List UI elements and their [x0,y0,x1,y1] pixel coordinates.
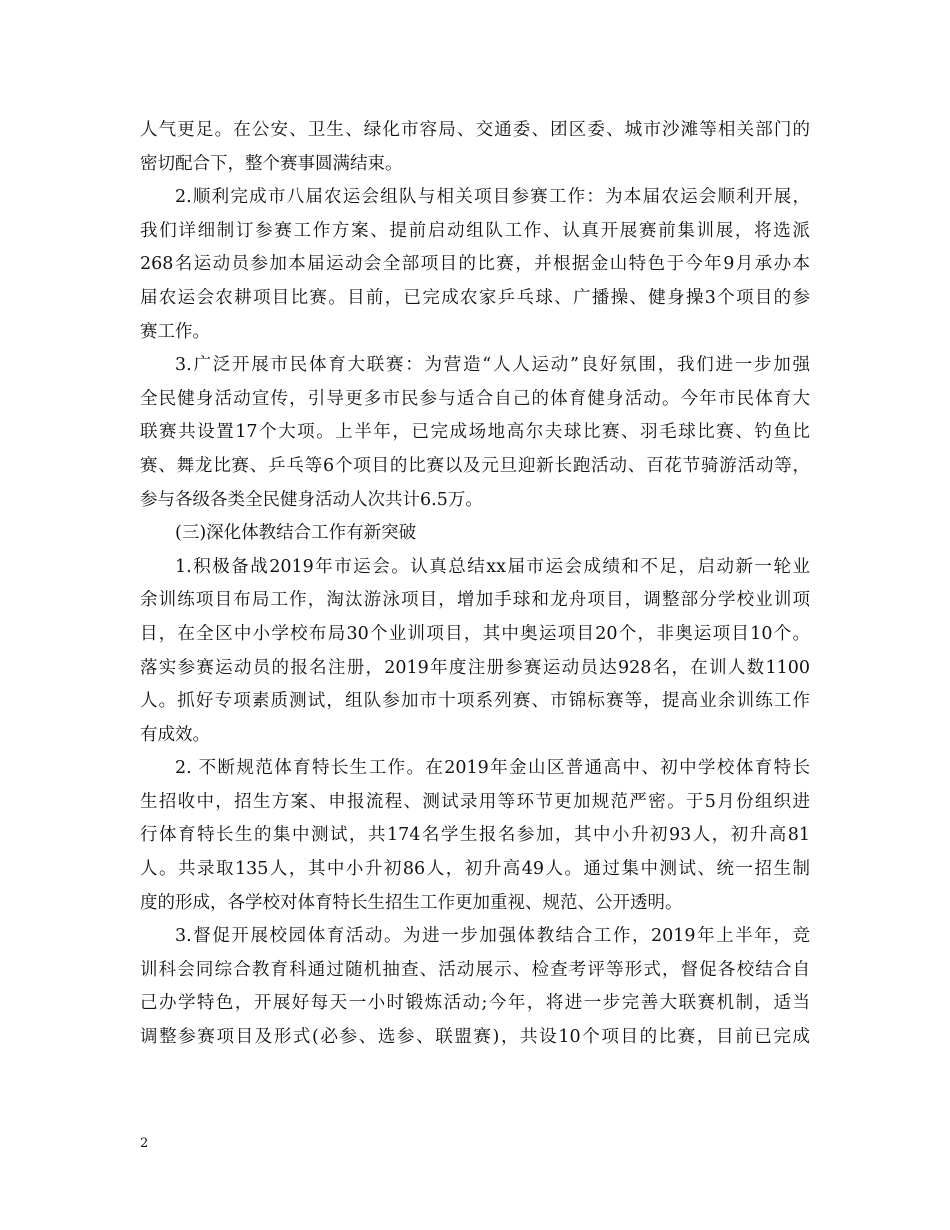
text-line: 2.顺利完成市八届农运会组队与相关项目参赛工作：为本届农运会顺利开展， [175,187,810,208]
text-line: 目，在全区中小学校布局30个业训项目，其中奥运项目20个，非奥运项目10个。 [140,623,810,644]
body-text [140,114,810,1055]
text-line: 全民健身活动宣传，引导更多市民参与适合自己的体育健身活动。今年市民体育大 [140,388,810,409]
text-line: 度的形成，各学校对体育特长生招生工作更加重视、规范、公开透明。 [140,892,683,913]
text-line: 参与各级各类全民健身活动人次共计6.5万。 [140,489,483,510]
text-line: 268名运动员参加本届运动会全部项目的比赛，并根据金山特色于今年9月承办本 [140,254,810,275]
text-line: 行体育特长生的集中测试，共174名学生报名参加，其中小升初93人，初升高81 [140,825,810,846]
text-line: 密切配合下，整个赛事圆满结束。 [140,153,403,174]
text-line: 赛、舞龙比赛、乒乓等6个项目的比赛以及元旦迎新长跑活动、百花节骑游活动等， [140,455,810,476]
text-line: 己办学特色，开展好每天一小时锻炼活动;今年，将进一步完善大联赛机制，适当 [140,993,810,1014]
text-line: 我们详细制订参赛工作方案、提前启动组队工作、认真开展赛前集训展，将选派 [140,220,810,241]
page-number: 2 [140,1136,149,1151]
text-line: 赛工作。 [140,321,210,342]
text-line: 联赛共设置17个大项。上半年，已完成场地高尔夫球比赛、羽毛球比赛、钓鱼比 [140,422,810,443]
text-line: 届农运会农耕项目比赛。目前，已完成农家乒乓球、广播操、健身操3个项目的参 [140,287,810,308]
text-line: 有成效。 [140,724,210,745]
text-line: 落实参赛运动员的报名注册，2019年度注册参赛运动员达928名，在训人数1100 [140,657,810,678]
text-line: 人。共录取135人，其中小升初86人，初升高49人。通过集中测试、统一招生制 [140,859,810,880]
text-line: 1.积极备战2019年市运会。认真总结xx届市运会成绩和不足，启动新一轮业 [175,556,810,577]
text-line: 人。抓好专项素质测试，组队参加市十项系列赛、市锦标赛等，提高业余训练工作 [140,691,810,712]
text-line: 训科会同综合教育科通过随机抽查、活动展示、检查考评等形式，督促各校结合自 [140,959,810,980]
text-line: 人气更足。在公安、卫生、绿化市容局、交通委、团区委、城市沙滩等相关部门的 [140,120,810,140]
text-line: 3.督促开展校园体育活动。为进一步加强体教结合工作，2019年上半年，竞 [175,926,810,947]
text-line: 调整参赛项目及形式(必参、选参、联盟赛)，共设10个项目的比赛，目前已完成 [140,1027,810,1048]
text-line: 3.广泛开展市民体育大联赛：为营造“人人运动”良好氛围，我们进一步加强 [175,355,810,376]
text-line: 余训练项目布局工作，淘汰游泳项目，增加手球和龙舟项目，调整部分学校业训项 [140,590,810,611]
text-line: 生招收中，招生方案、申报流程、测试录用等环节更加规范严密。于5月份组织进 [140,791,810,812]
text-line: 2. 不断规范体育特长生工作。在2019年金山区普通高中、初中学校体育特长 [175,758,810,779]
text-line: (三)深化体教结合工作有新突破 [175,523,417,544]
